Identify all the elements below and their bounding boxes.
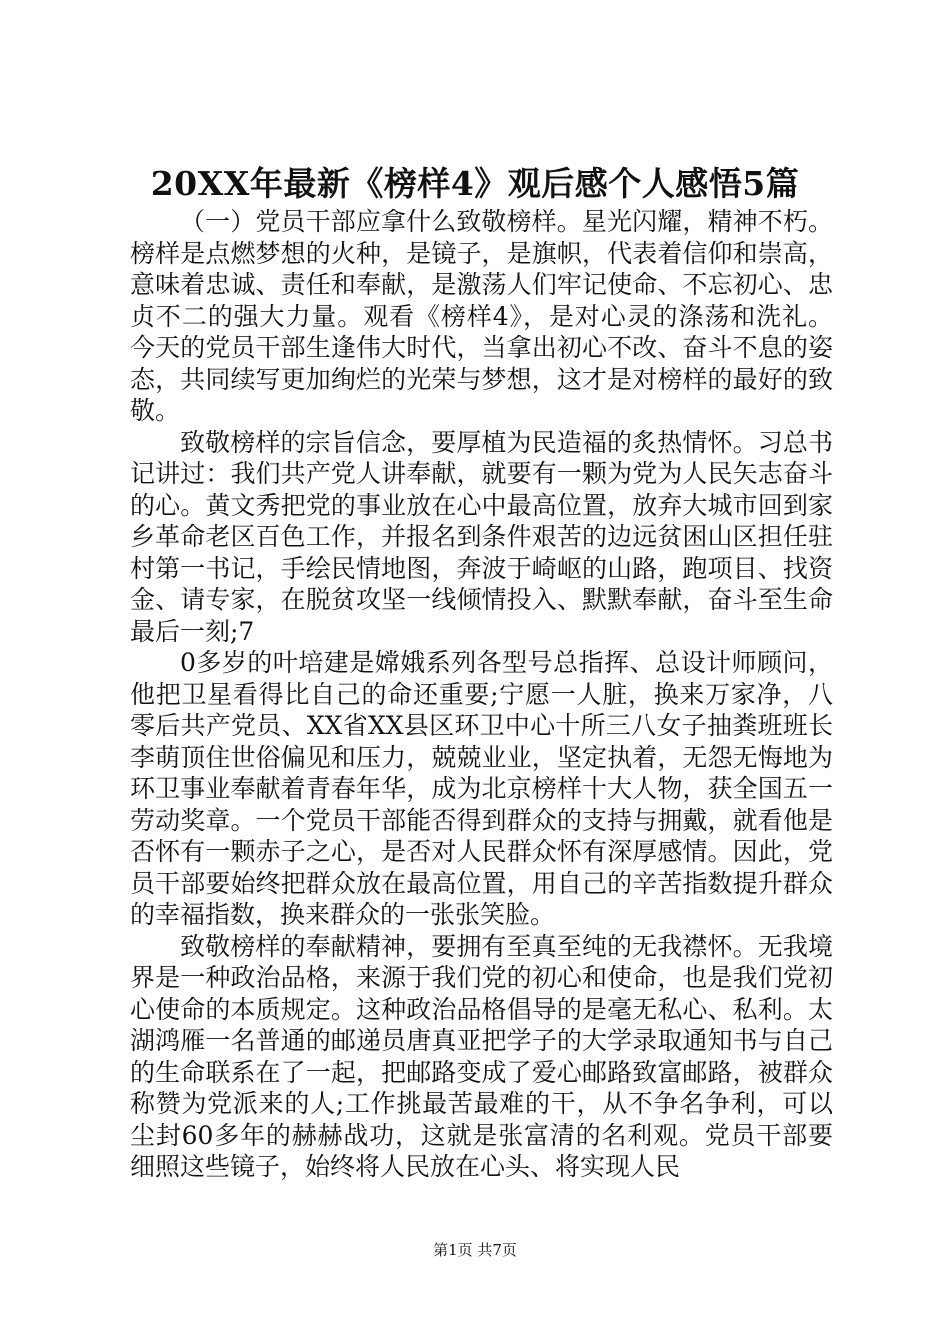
paragraph-3: 0多岁的叶培建是嫦娥系列各型号总指挥、总设计师顾问，他把卫星看得比自己的命还重要;宁愿一人脏，换来万家净，八零后共产党员、XX省XX县区环卫中心十所三八女子抽粪班班长李萌顶住世俗偏见和压力，兢兢业业，坚定执着，无怨无悔地为环卫事业奉献着青春年华，成为北京榜样十大人物，获全国五一劳动奖章。一个党员干部能否得到群众的支持与拥戴，就看他是否怀有一颗赤子之心，是否对人民群众怀有深厚感情。因此，党员干部要始终把群众放在最高位置，用自己的辛苦指数提升群众的幸福指数，换来群众的一张张笑脸。	[130, 648, 833, 929]
page-number-footer: 第1页 共7页	[433, 1241, 517, 1259]
paragraph-4: 致敬榜样的奉献精神，要拥有至真至纯的无我襟怀。无我境界是一种政治品格，来源于我们党的初心和使命，也是我们党初心使命的本质规定。这种政治品格倡导的是毫无私心、私利。太湖鸿雁一名普通的邮递员唐真亚把学子的大学录取通知书与自己的生命联系在了一起，把邮路变成了爱心邮路致富邮路，被群众称赞为党派来的人;工作挑最苦最难的干，从不争名争利，可以尘封60多年的赫赫战功，这就是张富清的名利观。党员干部要细照这些镜子，始终将人民放在心头、将实现人民	[130, 931, 833, 1181]
paragraph-1: （一）党员干部应拿什么致敬榜样。星光闪耀，精神不朽。榜样是点燃梦想的火种，是镜子，是旗帜，代表着信仰和崇高，意味着忠诚、责任和奉献，是激荡人们牢记使命、不忘初心、忠贞不二的强大力量。观看《榜样4》，是对心灵的涤荡和洗礼。今天的党员干部生逢伟大时代，当拿出初心不改、奋斗不息的姿态，共同续写更加绚烂的光荣与梦想，这才是对榜样的最好的致敬。	[130, 207, 833, 425]
paragraph-2: 致敬榜样的宗旨信念，要厚植为民造福的炙热情怀。习总书记讲过：我们共产党人讲奉献，就要有一颗为党为人民矢志奋斗的心。黄文秀把党的事业放在心中最高位置，放弃大城市回到家乡革命老区百色工作，并报名到条件艰苦的边远贫困山区担任驻村第一书记，手绘民情地图，奔波于崎岖的山路，跑项目、找资金、请专家，在脱贫攻坚一线倾情投入、默默奉献，奋斗至生命最后一刻;7	[130, 427, 833, 646]
document-title: 20XX年最新《榜样4》观后感个人感悟5篇	[150, 164, 800, 203]
document-body	[130, 206, 833, 1183]
